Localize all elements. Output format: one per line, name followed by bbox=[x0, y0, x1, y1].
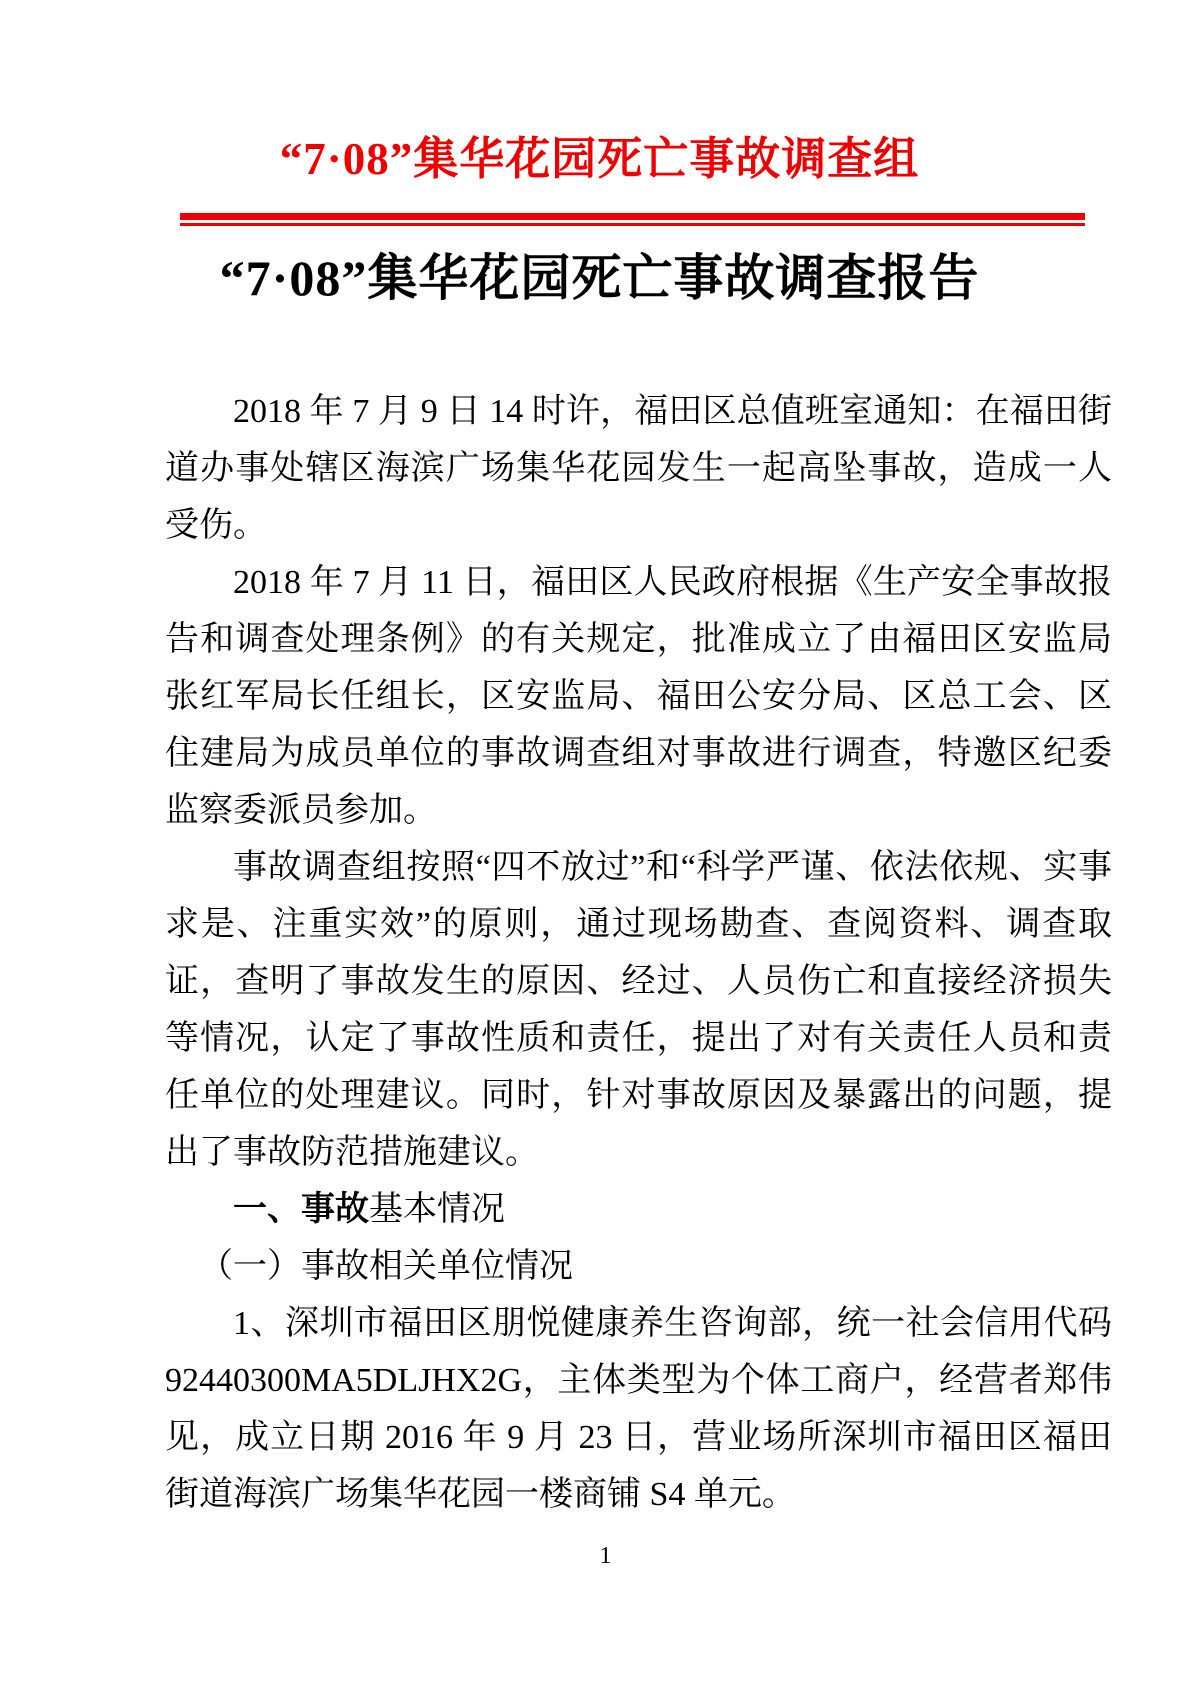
paragraph-incident-notification: 2018 年 7 月 9 日 14 时许，福田区总值班室通知：在福田街道办事处辖区海滨广场集华花园发生一起高坠事故，造成一人受伤。 bbox=[165, 393, 1112, 544]
red-divider-thick-line bbox=[180, 213, 1085, 220]
paragraph-investigation-team-formation: 2018 年 7 月 11 日，福田区人民政府根据《生产安全事故报告和调查处理条例》的有关规定，批准成立了由福田区安监局张红军局长任组长，区安监局、福田公安分局、区总工会、区住建局为成员单位的事故调查组对事故进行调查，特邀区纪委监察委派员参加。 bbox=[165, 564, 1112, 829]
document-body bbox=[165, 383, 1112, 1523]
red-divider bbox=[180, 213, 1085, 226]
section-heading-bold-part: 一、事故 bbox=[233, 1190, 369, 1228]
paragraph-unit-1-details: 1、深圳市福田区朋悦健康养生咨询部，统一社会信用代码 92440300MA5DLJHX2G，主体类型为个体工商户，经营者郑伟见，成立日期 2016 年 9 月 23 日，营业场所深圳市福田区福田街道海滨广场集华花园一楼商铺 S4 单元。 bbox=[165, 1305, 1112, 1513]
org-title: “7·08”集华花园死亡事故调查组 bbox=[279, 134, 920, 184]
subsection-heading-related-units: （一）事故相关单位情况 bbox=[199, 1248, 573, 1285]
section-heading-basic-situation bbox=[165, 1181, 1112, 1238]
letterhead bbox=[0, 125, 1199, 226]
paragraph-investigation-principles: 事故调查组按照“四不放过”和“科学严谨、依法依规、实事求是、注重实效”的原则，通过现场勘查、查阅资料、调查取证，查明了事故发生的原因、经过、人员伤亡和直接经济损失等情况，认定了事故性质和责任，提出了对有关责任人员和责任单位的处理建议。同时，针对事故原因及暴露出的问题，提出了事故防范措施建议。 bbox=[165, 849, 1112, 1171]
red-divider-thin-line bbox=[180, 223, 1085, 226]
section-heading-rest-part: 基本情况 bbox=[369, 1190, 505, 1228]
page-number: 1 bbox=[599, 1543, 612, 1569]
report-title: “7·08”集华花园死亡事故调查报告 bbox=[219, 250, 980, 306]
